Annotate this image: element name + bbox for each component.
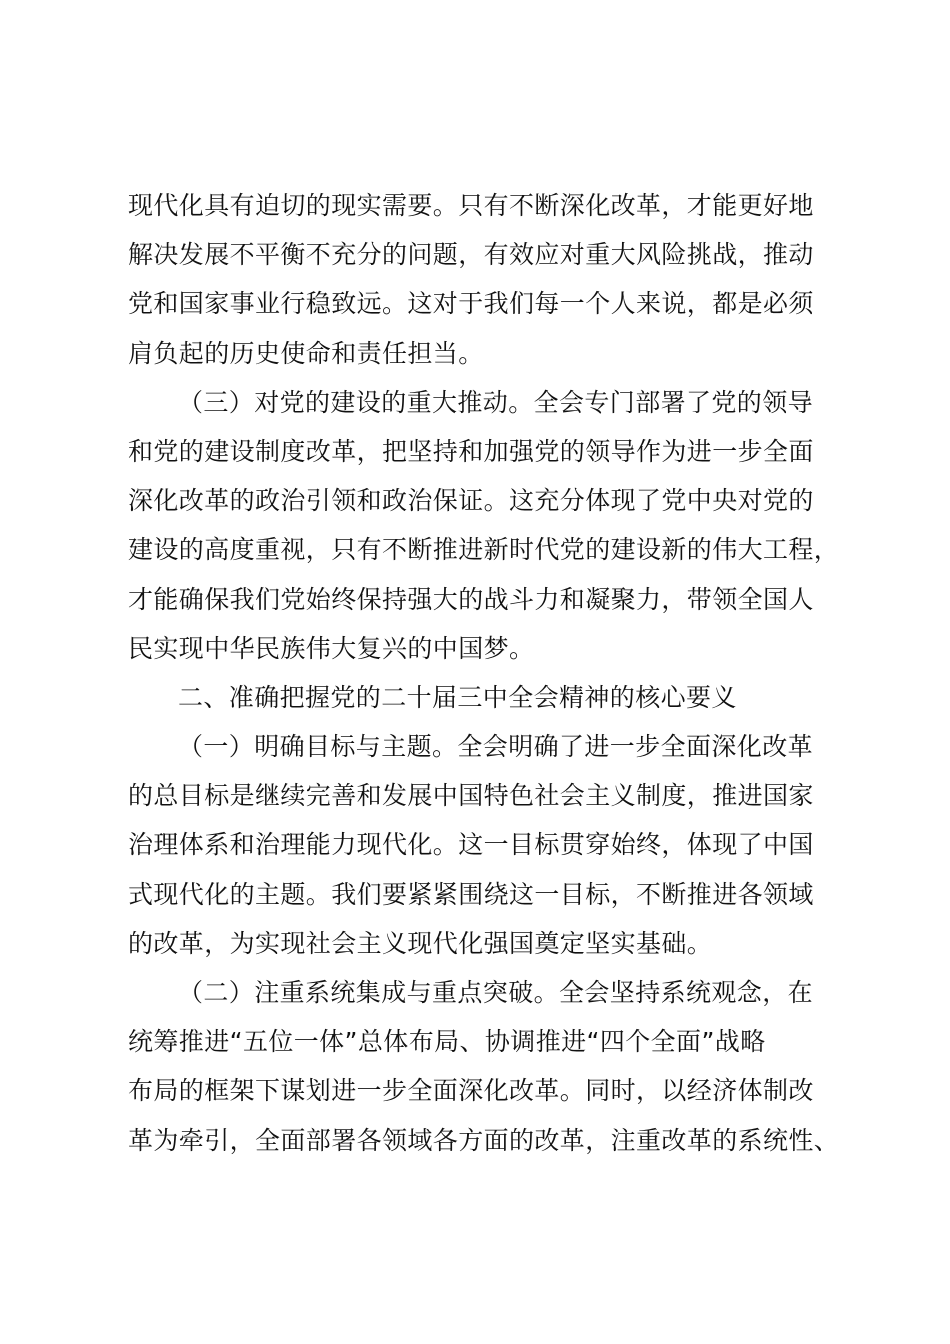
text-line: 革为牵引，全面部署各领域各方面的改革，注重改革的系统性、 bbox=[128, 1125, 840, 1155]
text-line: 党和国家事业行稳致远。这对于我们每一个人来说，都是必须 bbox=[128, 289, 814, 319]
text-line: 统筹推进“五位一体”总体布局、协调推进“四个全面”战略 bbox=[128, 1027, 766, 1057]
section-title: 二、准确把握党的二十届三中全会精神的核心要义 bbox=[178, 682, 737, 712]
section-heading-line: （一）明确目标与主题。全会明确了进一步全面深化改革 bbox=[178, 732, 814, 762]
text-line: 和党的建设制度改革，把坚持和加强党的领导作为进一步全面 bbox=[128, 436, 814, 466]
text-line: 式现代化的主题。我们要紧紧围绕这一目标，不断推进各领域 bbox=[128, 879, 814, 909]
text-line: 现代化具有迫切的现实需要。只有不断深化改革，才能更好地 bbox=[128, 191, 814, 220]
text-line: 民实现中华民族伟大复兴的中国梦。 bbox=[128, 633, 535, 663]
text-line: 肩负起的历史使命和责任担当。 bbox=[128, 338, 484, 368]
text-line: 的总目标是继续完善和发展中国特色社会主义制度，推进国家 bbox=[128, 781, 814, 811]
text-line: 的改革，为实现社会主义现代化强国奠定坚实基础。 bbox=[128, 928, 713, 958]
text-line: 深化改革的政治引领和政治保证。这充分体现了党中央对党的 bbox=[128, 486, 814, 516]
text-line: 治理体系和治理能力现代化。这一目标贯穿始终，体现了中国 bbox=[128, 830, 814, 860]
text-line: 才能确保我们党始终保持强大的战斗力和凝聚力，带领全国人 bbox=[128, 584, 814, 614]
text-line: 建设的高度重视，只有不断推进新时代党的建设新的伟大工程， bbox=[128, 535, 840, 565]
text-line: 解决发展不平衡不充分的问题，有效应对重大风险挑战，推动 bbox=[128, 240, 814, 270]
text-line: 布局的框架下谋划进一步全面深化改革。同时，以经济体制改 bbox=[128, 1076, 814, 1106]
section-heading-line: （二）注重系统集成与重点突破。全会坚持系统观念，在 bbox=[178, 978, 814, 1007]
section-heading-line: （三）对党的建设的重大推动。全会专门部署了党的领导 bbox=[178, 387, 814, 417]
document-body bbox=[128, 181, 848, 1165]
